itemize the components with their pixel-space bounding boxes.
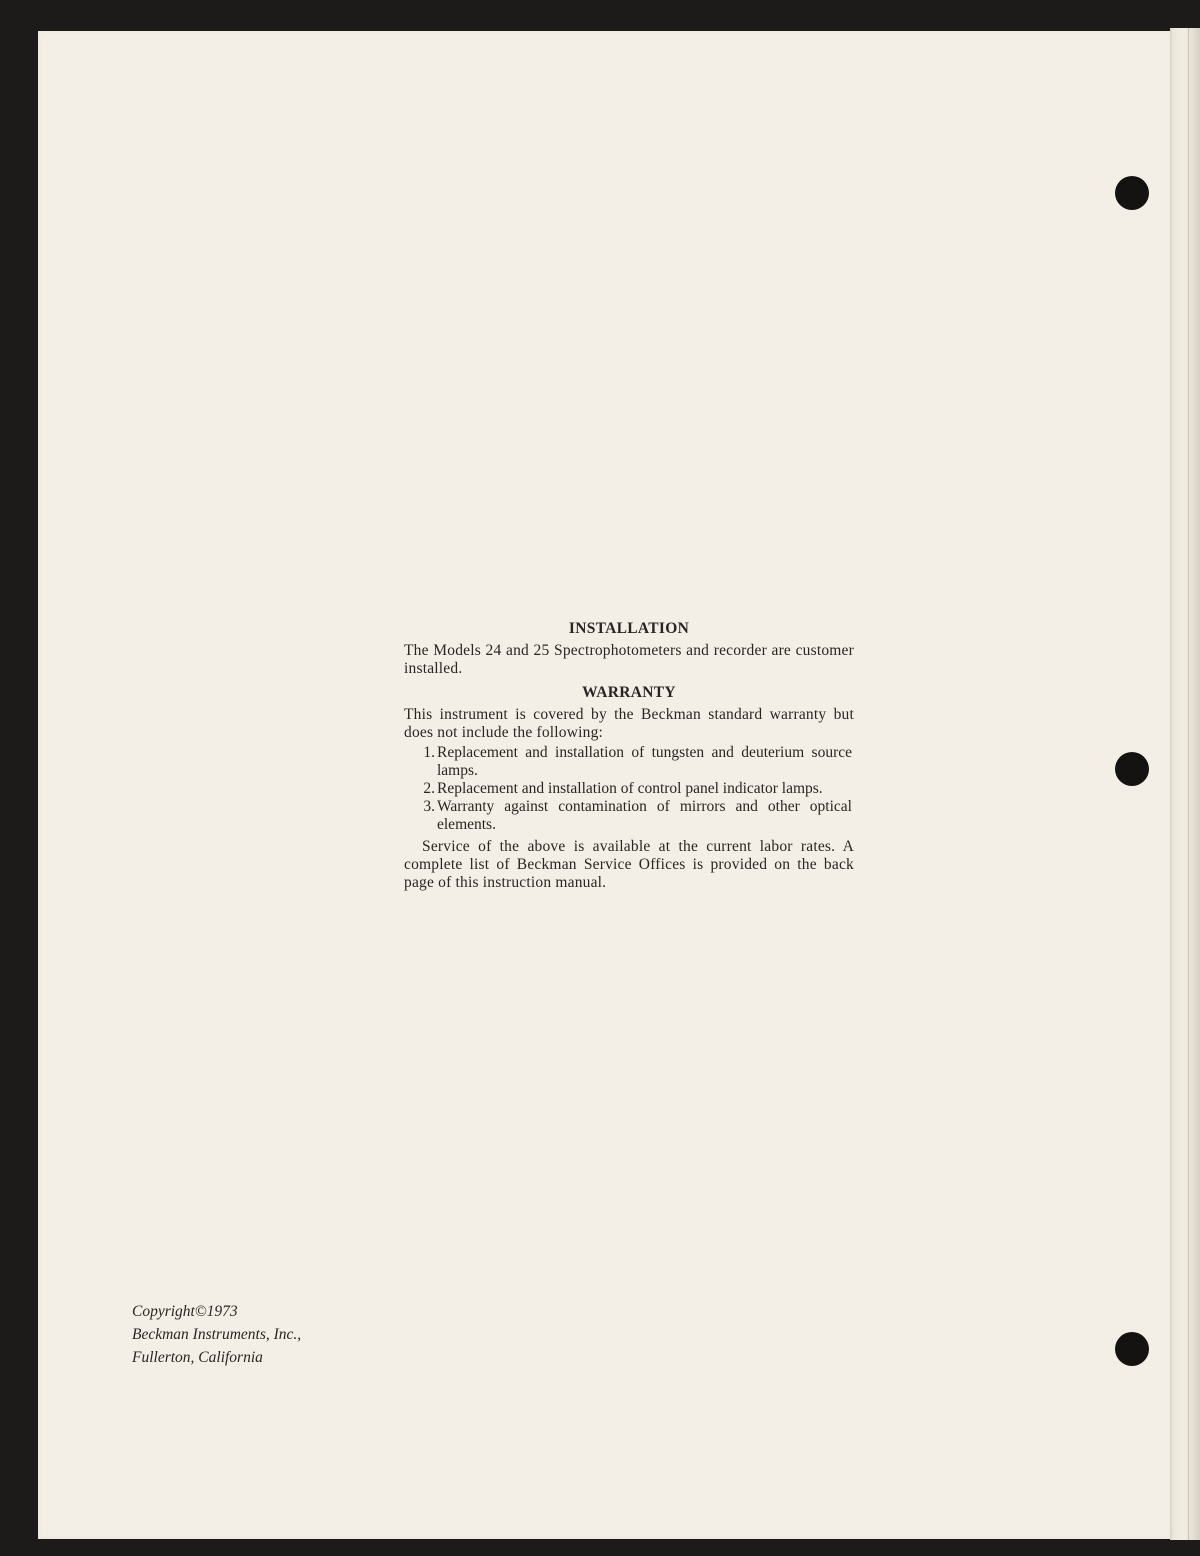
list-item xyxy=(404,744,854,780)
company-location: Fullerton, California xyxy=(132,1349,263,1366)
installation-heading: INSTALLATION xyxy=(568,620,690,637)
warranty-closing: Service of the above is available at the current labor rates. A complete list of Beckman Service Offices is provided on the back page of this instruction manual. xyxy=(404,838,854,891)
list-item-number: 1. xyxy=(423,744,435,761)
list-item-number: 3. xyxy=(423,798,435,815)
notice-text-block xyxy=(404,620,854,892)
binder-edge xyxy=(1170,28,1200,1540)
copyright-line: Copyright©1973 xyxy=(132,1303,238,1320)
punch-hole-middle xyxy=(1115,752,1149,786)
list-item-text: Replacement and installation of tungsten and deuterium source lamps. xyxy=(437,744,852,779)
list-item-text: Warranty against contamination of mirrors and other optical elements. xyxy=(437,798,852,833)
warranty-heading: WARRANTY xyxy=(582,684,676,701)
punch-hole-bottom xyxy=(1115,1332,1149,1366)
warranty-exclusions-list xyxy=(404,744,854,834)
copyright-notice xyxy=(132,1300,301,1369)
list-item xyxy=(404,798,854,834)
company-name: Beckman Instruments, Inc., xyxy=(132,1326,302,1343)
installation-text: The Models 24 and 25 Spectrophotometers and recorder are customer installed. xyxy=(404,642,854,677)
warranty-intro: This instrument is covered by the Beckman standard warranty but does not include the following: xyxy=(404,706,854,741)
list-item-number: 2. xyxy=(423,780,435,797)
list-item xyxy=(404,780,854,798)
punch-hole-top xyxy=(1115,176,1149,210)
list-item-text: Replacement and installation of control panel indicator lamps. xyxy=(437,780,823,797)
